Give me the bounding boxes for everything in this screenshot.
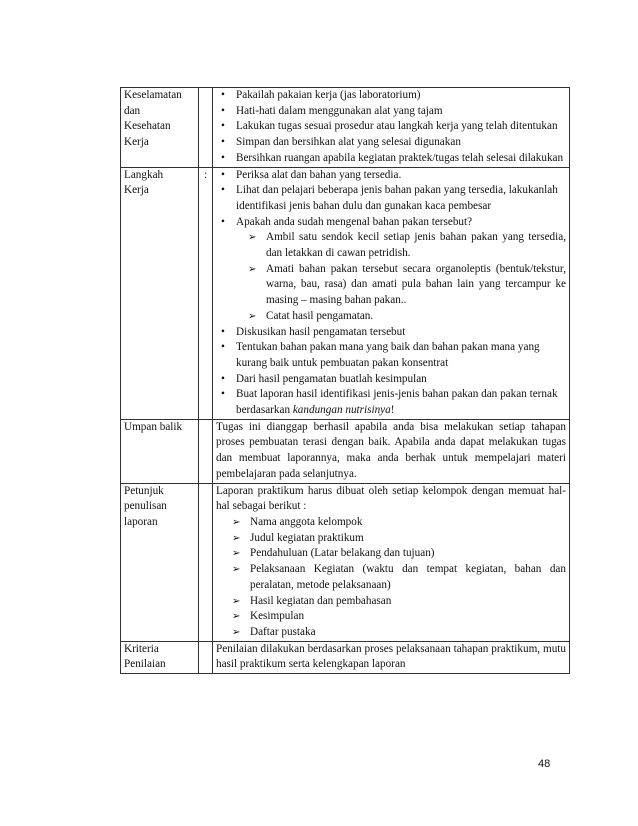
row-kriteria xyxy=(121,641,570,673)
petunjuk-list xyxy=(216,515,566,641)
label-line: Umpan balik xyxy=(124,420,183,433)
content-umpan-balik: Tugas ini dianggap berhasil apabila anda bisa melakukan setiap tahapan proses pembuatan terasi dengan baik. Apabila anda dapat melakukan tugas dan membuat laporannya, maka anda berhak untuk mempelajari materi pembelajaran pada selanjutnya. xyxy=(213,419,570,483)
list-item-text: Buat laporan hasil identifikasi jenis-jenis bahan pakan dan pakan ternak berdasarkan xyxy=(236,388,558,417)
k3-list xyxy=(216,88,566,167)
row-petunjuk xyxy=(121,483,570,641)
page-number: 48 xyxy=(538,758,551,770)
list-item: • Pakailah pakaian kerja (jas laboratorium) xyxy=(216,88,566,104)
content-langkah xyxy=(213,167,570,419)
sub-list-item: ➢ Pelaksanaan Kegiatan (waktu dan tempat kegiatan, bahan dan peralatan, metode pelaksanaan) xyxy=(230,562,566,593)
list-item: • Tentukan bahan pakan mana yang baik dan bahan pakan mana yang kurang baik untuk pembuatan pakan konsentrat xyxy=(216,340,566,371)
sub-list-item: ➢ Nama anggota kelompok xyxy=(230,515,566,531)
list-item: • Dari hasil pengamatan buatlah kesimpulan xyxy=(216,372,566,388)
content-kriteria: Penilaian dilakukan berdasarkan proses pelaksanaan tahapan praktikum, mutu hasil praktikum serta kelengkapan laporan xyxy=(213,641,570,673)
list-item: • Bersihkan ruangan apabila kegiatan praktek/tugas telah selesai dilakukan xyxy=(216,151,566,167)
label-umpan-balik xyxy=(121,419,199,483)
label-line: laporan xyxy=(124,515,158,528)
label-kriteria xyxy=(121,641,199,673)
italic-text: kandungan nutrisinya xyxy=(292,404,391,417)
content-k3 xyxy=(213,88,570,168)
label-line: Kesehatan xyxy=(124,120,171,133)
sub-list-item: ➢ Ambil satu sendok kecil setiap jenis bahan pakan yang tersedia, dan letakkan di cawan petridish. xyxy=(246,230,566,261)
label-line: penulisan xyxy=(124,500,167,513)
label-langkah xyxy=(121,167,199,419)
label-line: Kriteria xyxy=(124,642,159,655)
list-item: • Lakukan tugas sesuai prosedur atau langkah kerja yang telah ditentukan xyxy=(216,119,566,135)
row-langkah xyxy=(121,167,570,419)
list-item-text: Apakah anda sudah mengenal bahan pakan tersebut? xyxy=(236,215,473,228)
worksheet-table xyxy=(120,87,570,674)
list-item xyxy=(216,387,566,418)
label-line: Petunjuk xyxy=(124,484,164,497)
list-item: • Lihat dan pelajari beberapa jenis bahan pakan yang tersedia, lakukanlah identifikasi jenis bahan dulu dan gunakan kaca pembesar xyxy=(216,183,566,214)
list-item: • Periksa alat dan bahan yang tersedia. xyxy=(216,168,566,184)
sub-list-item: ➢ Catat hasil pengamatan. xyxy=(246,309,566,325)
petunjuk-intro: Laporan praktikum harus dibuat oleh setiap kelompok dengan memuat hal-hal sebagai berikut : xyxy=(216,484,566,513)
label-line: Langkah xyxy=(124,168,164,181)
list-item: • Hati-hati dalam menggunakan alat yang tajam xyxy=(216,104,566,120)
sub-list-item: ➢ Kesimpulan xyxy=(230,609,566,625)
content-petunjuk xyxy=(213,483,570,641)
list-item-suffix: ! xyxy=(390,404,395,417)
colon-cell xyxy=(199,483,213,641)
sub-list-item: ➢ Amati bahan pakan tersebut secara organoleptis (bentuk/tekstur, warna, bau, rasa) dan amati pula bahan lain yang tercampur ke masing – masing bahan pakan.. xyxy=(246,262,566,309)
label-k3 xyxy=(121,88,199,168)
label-line: Keselamatan xyxy=(124,89,182,101)
row-k3 xyxy=(121,88,570,168)
sub-list-item: ➢ Judul kegiatan praktikum xyxy=(230,531,566,547)
label-line: Kerja xyxy=(124,136,149,149)
list-item xyxy=(216,215,566,325)
label-line: Penilaian xyxy=(124,658,166,671)
colon-cell xyxy=(199,419,213,483)
list-item: • Diskusikan hasil pengamatan tersebut xyxy=(216,325,566,341)
label-line: Kerja xyxy=(124,184,149,197)
label-petunjuk xyxy=(121,483,199,641)
sub-list-item: ➢ Hasil kegiatan dan pembahasan xyxy=(230,594,566,610)
sub-list-item: ➢ Pendahuluan (Latar belakang dan tujuan) xyxy=(230,546,566,562)
list-item: • Simpan dan bersihkan alat yang selesai digunakan xyxy=(216,135,566,151)
row-umpan-balik xyxy=(121,419,570,483)
langkah-list xyxy=(216,168,566,419)
label-line: dan xyxy=(124,104,141,117)
sub-list-item: ➢ Daftar pustaka xyxy=(230,625,566,641)
colon-cell: : xyxy=(199,167,213,419)
colon-cell xyxy=(199,641,213,673)
langkah-sublist xyxy=(236,230,566,324)
colon-cell xyxy=(199,88,213,168)
